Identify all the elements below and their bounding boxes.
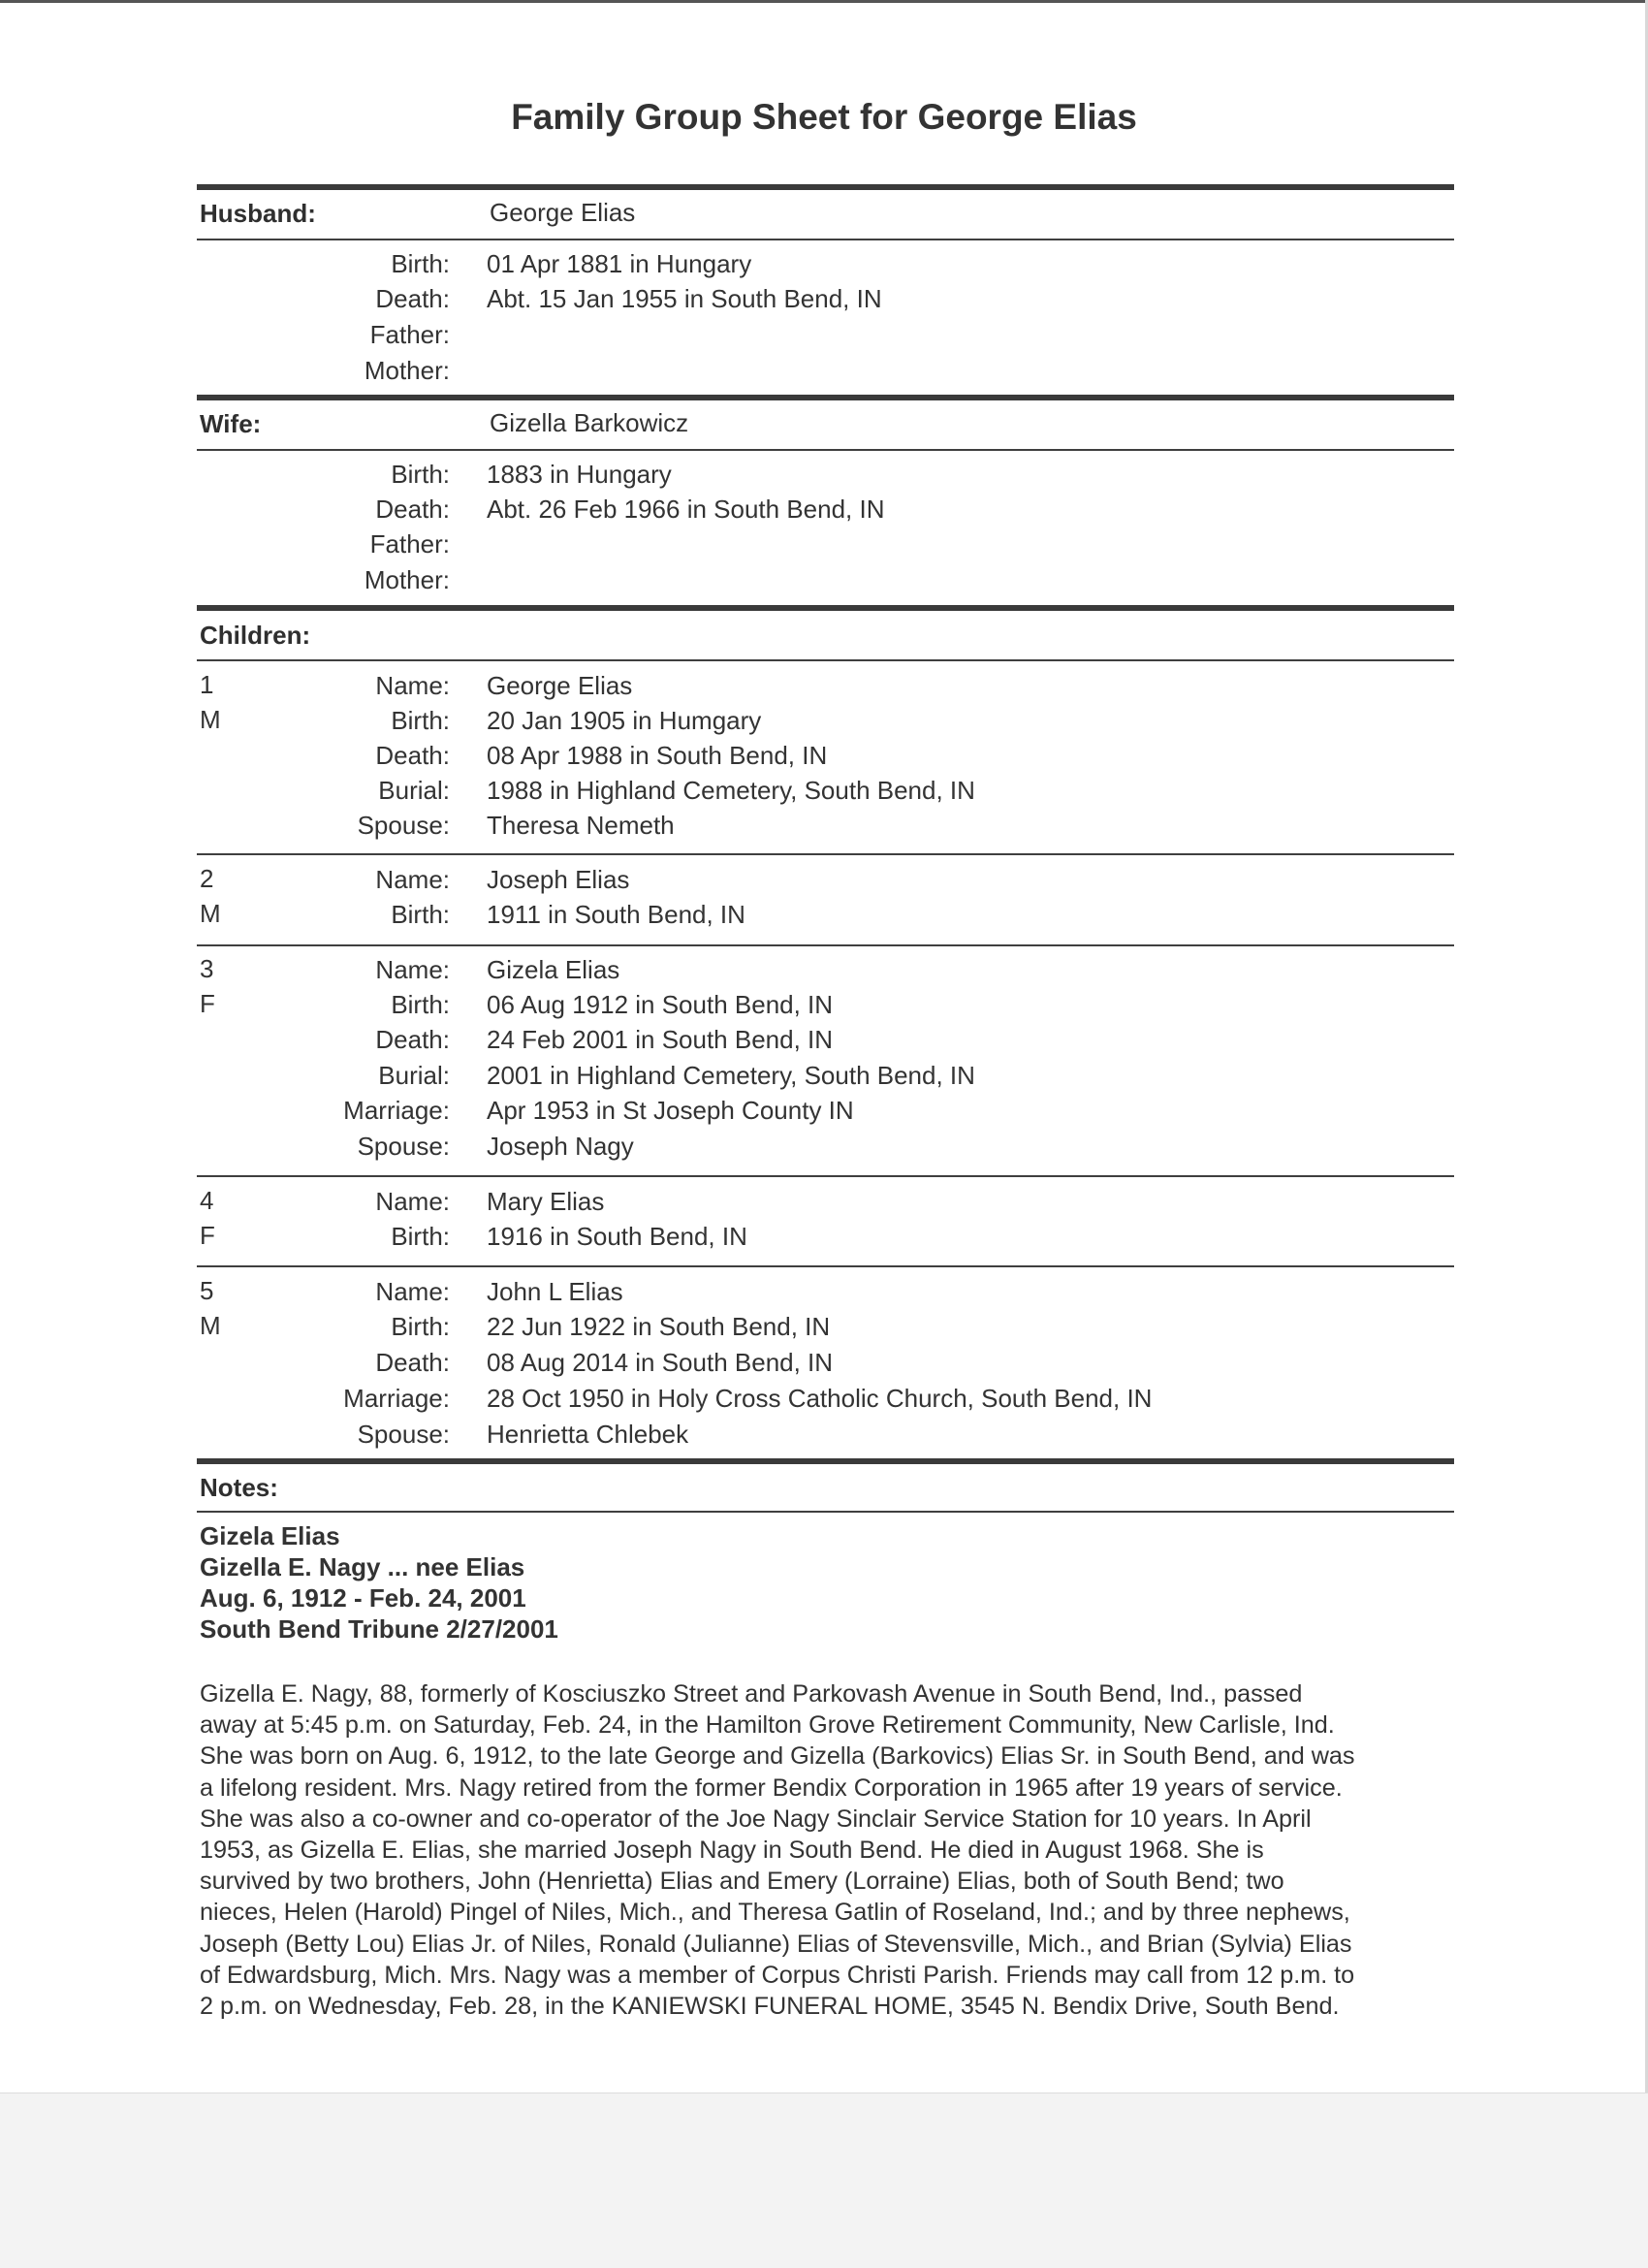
child-fact <box>200 1384 1454 1417</box>
child-fact <box>200 1061 1454 1094</box>
child-sex: F <box>200 989 215 1018</box>
notes-heading-line: Aug. 6, 1912 - Feb. 24, 2001 <box>200 1583 526 1613</box>
fact-value: Henrietta Chlebek <box>487 1420 689 1449</box>
child-fact <box>200 671 1454 704</box>
child-fact <box>200 1025 1454 1058</box>
notes-body-line: survived by two brothers, John (Henrietta) Elias and Emery (Lorraine) Elias, both of South Bend; two <box>200 1868 1284 1896</box>
fact-label: Death: <box>375 495 450 524</box>
fact-label: Death: <box>375 1348 450 1377</box>
fact-label: Birth: <box>391 1312 450 1341</box>
section-divider-thick <box>197 605 1454 611</box>
fact-value: Apr 1953 in St Joseph County IN <box>487 1096 854 1125</box>
fact-label: Spouse: <box>357 1132 450 1161</box>
fact-value: 1883 in Hungary <box>487 460 672 489</box>
fact-label: Death: <box>375 284 450 313</box>
child-fact <box>200 741 1454 774</box>
wife-fact-mother <box>200 565 1454 598</box>
section-divider-thick <box>197 1458 1454 1464</box>
wife-label: Wife: <box>200 409 262 438</box>
fact-label: Spouse: <box>357 1420 450 1449</box>
child-divider <box>197 1175 1454 1177</box>
fact-value: 2001 in Highland Cemetery, South Bend, IN <box>487 1061 975 1090</box>
fact-value: 1916 in South Bend, IN <box>487 1222 747 1251</box>
notes-heading <box>200 1520 558 1645</box>
child-fact <box>200 955 1454 988</box>
husband-fact-birth <box>200 249 1454 282</box>
child-number: 2 <box>200 864 214 893</box>
notes-label: Notes: <box>200 1473 278 1502</box>
fact-value: John L Elias <box>487 1277 623 1306</box>
notes-body-line: She was also a co-owner and co-operator of the Joe Nagy Sinclair Service Station for 10 years. In April <box>200 1805 1312 1833</box>
child-sex: M <box>200 899 221 928</box>
fact-value: Abt. 15 Jan 1955 in South Bend, IN <box>487 284 882 313</box>
scan-bottom-margin <box>0 2092 1648 2268</box>
fact-label: Father: <box>369 529 450 559</box>
notes-body-line: Joseph (Betty Lou) Elias Jr. of Niles, Ronald (Julianne) Elias of Stevensville, Mich., and Brian (Sylvia) Elias <box>200 1930 1352 1958</box>
child-sex: M <box>200 1311 221 1340</box>
fact-label: Burial: <box>378 1061 450 1090</box>
scan-top-edge <box>0 0 1648 3</box>
wife-fact-birth <box>200 460 1454 493</box>
notes-body-line: nieces, Helen (Harold) Pingel of Niles, Mich., and Theresa Gatlin of Roseland, Ind.; and by three nephews, <box>200 1899 1350 1927</box>
notes-body-line: 2 p.m. on Wednesday, Feb. 28, in the KANIEWSKI FUNERAL HOME, 3545 N. Bendix Drive, South Bend. <box>200 1993 1340 2021</box>
husband-fact-mother <box>200 356 1454 389</box>
fact-label: Burial: <box>378 776 450 805</box>
child-fact <box>200 990 1454 1023</box>
fact-value: 01 Apr 1881 in Hungary <box>487 249 752 278</box>
fact-label: Birth: <box>391 460 450 489</box>
child-fact <box>200 1348 1454 1381</box>
page-title: Family Group Sheet for George Elias <box>511 97 1137 137</box>
child-divider <box>197 853 1454 855</box>
fact-value: 1911 in South Bend, IN <box>487 900 745 929</box>
children-label: Children: <box>200 621 311 650</box>
fact-value: Gizela Elias <box>487 955 620 984</box>
fact-label: Birth: <box>391 1222 450 1251</box>
fact-value: 1988 in Highland Cemetery, South Bend, IN <box>487 776 975 805</box>
fact-label: Marriage: <box>343 1096 450 1125</box>
fact-value: Joseph Nagy <box>487 1132 634 1161</box>
notes-body-line: away at 5:45 p.m. on Saturday, Feb. 24, in the Hamilton Grove Retirement Community, New Carlisle, Ind. <box>200 1711 1335 1740</box>
fact-value: 22 Jun 1922 in South Bend, IN <box>487 1312 831 1341</box>
fact-label: Spouse: <box>357 811 450 840</box>
husband-fact-father <box>200 320 1454 353</box>
fact-label: Marriage: <box>343 1384 450 1413</box>
husband-fact-death <box>200 284 1454 317</box>
fact-label: Name: <box>375 955 450 984</box>
fact-value: Abt. 26 Feb 1966 in South Bend, IN <box>487 495 885 524</box>
child-fact <box>200 706 1454 739</box>
notes-heading-line: South Bend Tribune 2/27/2001 <box>200 1614 558 1644</box>
notes-body-line: Gizella E. Nagy, 88, formerly of Kosciuszko Street and Parkovash Avenue in South Bend, Ind., passed <box>200 1680 1303 1708</box>
fact-value: 24 Feb 2001 in South Bend, IN <box>487 1025 834 1054</box>
child-number: 1 <box>200 670 214 699</box>
child-fact <box>200 1132 1454 1165</box>
fact-value: 06 Aug 1912 in South Bend, IN <box>487 990 834 1019</box>
wife-name: Gizella Barkowicz <box>490 408 689 437</box>
child-sex: F <box>200 1221 215 1250</box>
fact-value: 20 Jan 1905 in Humgary <box>487 706 762 735</box>
fact-value: 08 Apr 1988 in South Bend, IN <box>487 741 828 770</box>
section-divider-thin <box>197 659 1454 661</box>
child-divider <box>197 1265 1454 1267</box>
child-fact <box>200 1312 1454 1345</box>
child-fact <box>200 1222 1454 1255</box>
section-divider-thin <box>197 449 1454 451</box>
notes-heading-line: Gizella E. Nagy ... nee Elias <box>200 1552 525 1581</box>
fact-label: Father: <box>369 320 450 349</box>
section-divider-thin <box>197 1511 1454 1513</box>
fact-label: Name: <box>375 671 450 700</box>
child-fact <box>200 1420 1454 1453</box>
child-fact <box>200 900 1454 933</box>
section-divider-thin <box>197 239 1454 240</box>
child-number: 4 <box>200 1186 214 1215</box>
child-fact <box>200 1187 1454 1220</box>
fact-value: 08 Aug 2014 in South Bend, IN <box>487 1348 834 1377</box>
child-fact <box>200 776 1454 809</box>
fact-label: Birth: <box>391 900 450 929</box>
notes-body-line: a lifelong resident. Mrs. Nagy retired from the former Bendix Corporation in 1965 after 19 years of service. <box>200 1773 1343 1802</box>
husband-label: Husband: <box>200 199 316 228</box>
fact-value: Joseph Elias <box>487 865 630 894</box>
section-divider-thick <box>197 184 1454 190</box>
fact-label: Mother: <box>364 565 450 594</box>
child-divider <box>197 944 1454 946</box>
fact-label: Name: <box>375 1277 450 1306</box>
fact-label: Death: <box>375 741 450 770</box>
fact-label: Death: <box>375 1025 450 1054</box>
fact-value: 28 Oct 1950 in Holy Cross Catholic Church, South Bend, IN <box>487 1384 1153 1413</box>
fact-label: Name: <box>375 1187 450 1216</box>
notes-heading-line: Gizela Elias <box>200 1521 340 1550</box>
notes-body-line: of Edwardsburg, Mich. Mrs. Nagy was a member of Corpus Christi Parish. Friends may call from 12 p.m. to <box>200 1961 1355 1989</box>
fact-label: Birth: <box>391 706 450 735</box>
fact-label: Mother: <box>364 356 450 385</box>
husband-name: George Elias <box>490 198 636 227</box>
fact-value: George Elias <box>487 671 633 700</box>
section-divider-thick <box>197 395 1454 400</box>
child-fact <box>200 1096 1454 1129</box>
child-fact <box>200 865 1454 898</box>
wife-fact-father <box>200 529 1454 562</box>
child-fact <box>200 811 1454 844</box>
child-fact <box>200 1277 1454 1310</box>
fact-value: Theresa Nemeth <box>487 811 675 840</box>
fact-label: Birth: <box>391 249 450 278</box>
fact-value: Mary Elias <box>487 1187 605 1216</box>
child-number: 3 <box>200 954 214 983</box>
notes-body-line: She was born on Aug. 6, 1912, to the late George and Gizella (Barkovics) Elias Sr. in South Bend, and was <box>200 1742 1355 1771</box>
child-sex: M <box>200 705 221 734</box>
fact-label: Birth: <box>391 990 450 1019</box>
child-number: 5 <box>200 1276 214 1305</box>
notes-body <box>200 1678 1460 2022</box>
wife-fact-death <box>200 495 1454 527</box>
fact-label: Name: <box>375 865 450 894</box>
notes-body-line: 1953, as Gizella E. Elias, she married Joseph Nagy in South Bend. He died in August 1968. She is <box>200 1837 1264 1865</box>
